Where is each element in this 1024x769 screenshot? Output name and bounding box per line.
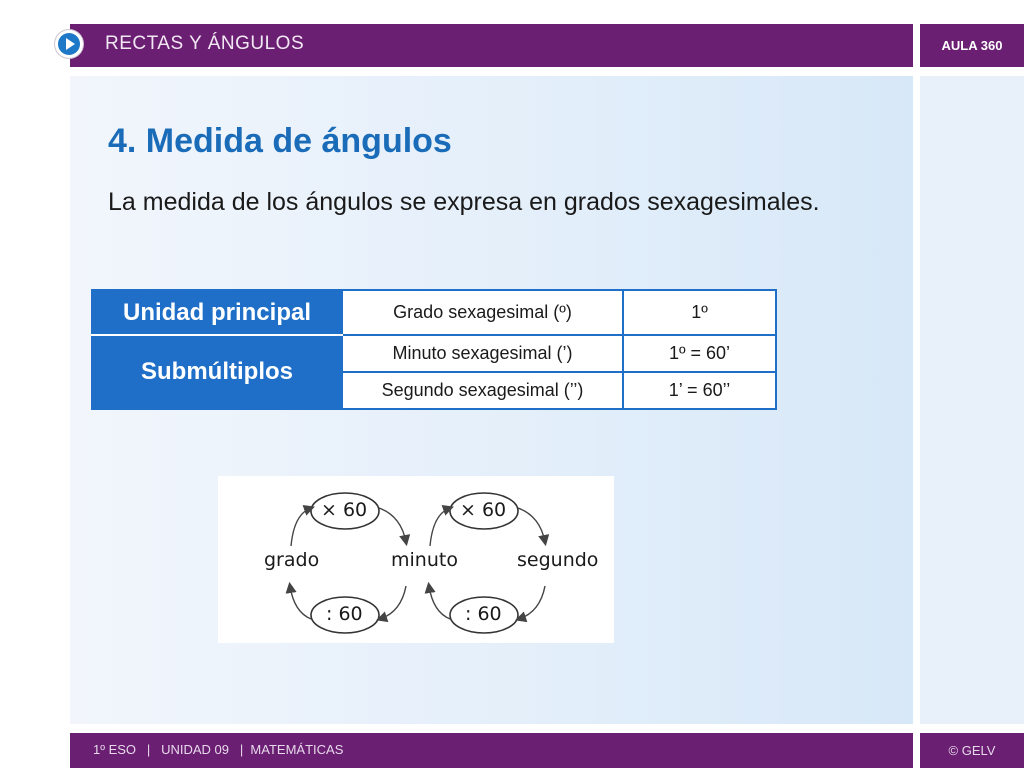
unit-name-cell: Segundo sexagesimal (’’) bbox=[342, 372, 623, 409]
footer-copyright: © GELV bbox=[948, 743, 996, 758]
footer-course: 1º ESO | UNIDAD 09 | MATEMÁTICAS bbox=[93, 742, 344, 757]
multiply-label: × 60 bbox=[321, 499, 368, 521]
node-minuto: minuto bbox=[391, 549, 458, 571]
divide-label: : 60 bbox=[326, 603, 363, 625]
main-unit-header: Unidad principal bbox=[92, 290, 342, 335]
unit-value-cell: 1º = 60’ bbox=[623, 335, 776, 372]
units-table bbox=[91, 289, 777, 410]
intro-text: La medida de los ángulos se expresa en grados sexagesimales. bbox=[108, 188, 820, 216]
page-title: 4. Medida de ángulos bbox=[108, 122, 452, 160]
play-icon bbox=[55, 30, 83, 58]
node-segundo: segundo bbox=[517, 549, 599, 571]
side-panel bbox=[920, 76, 1024, 724]
submultiples-header: Submúltiplos bbox=[92, 335, 342, 409]
play-button[interactable] bbox=[55, 30, 83, 58]
brand-label: AULA 360 bbox=[941, 38, 1003, 53]
unit-value-cell: 1’ = 60’’ bbox=[623, 372, 776, 409]
header-title: RECTAS Y ÁNGULOS bbox=[105, 33, 305, 54]
unit-value-cell: 1º bbox=[623, 290, 776, 335]
table-row bbox=[92, 290, 776, 335]
unit-name-cell: Grado sexagesimal (º) bbox=[342, 290, 623, 335]
table-row bbox=[92, 335, 776, 372]
node-grado: grado bbox=[264, 549, 320, 571]
unit-name-cell: Minuto sexagesimal (’) bbox=[342, 335, 623, 372]
conversion-diagram bbox=[218, 476, 614, 643]
divide-label: : 60 bbox=[465, 603, 502, 625]
multiply-label: × 60 bbox=[460, 499, 507, 521]
